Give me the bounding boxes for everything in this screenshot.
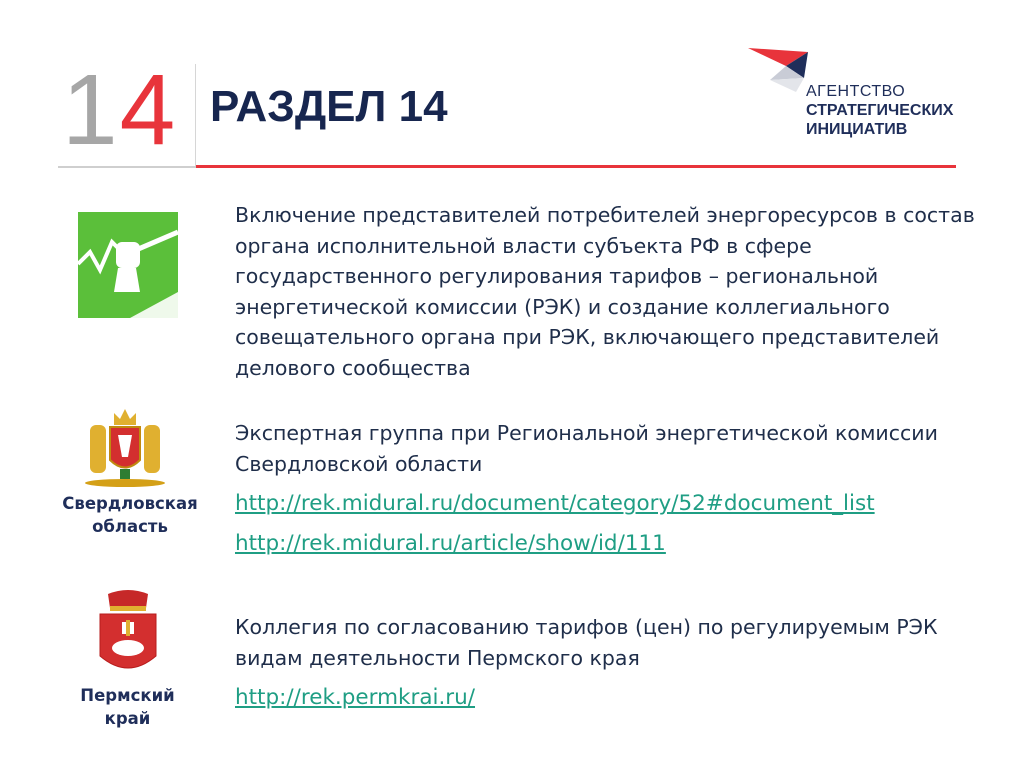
logo-line-1: АГЕНТСТВО	[806, 83, 906, 100]
section-2-text: Экспертная группа при Региональной энергетической комиссии Свердловской области	[235, 421, 938, 476]
sverdlovsk-link-1[interactable]: http://rek.midural.ru/document/category/52#document_list	[235, 491, 875, 516]
section-number-digit-1: 1	[62, 54, 120, 166]
region-perm-line-2: край	[104, 709, 151, 728]
section-3-text: Коллегия по согласованию тарифов (цен) по регулируемым РЭК видам деятельности Пермского края	[235, 615, 938, 670]
section-number	[62, 55, 177, 165]
header-underline-red	[196, 165, 956, 168]
perm-coat-of-arms-icon	[96, 590, 160, 676]
section-1-text: Включение представителей потребителей энергоресурсов в состав органа исполнительной власти субъекта РФ в сфере государственного регулирования тарифов – региональной энергетической комиссии (РЭК) и создание коллегиального совещательного органа при РЭК, включающего представителей делового сообщества	[235, 203, 975, 380]
header-divider	[195, 64, 196, 166]
region-sverdlovsk-line-1: Свердловская	[62, 494, 198, 513]
region-perm-line-1: Пермский	[80, 686, 175, 705]
sverdlovsk-coat-of-arms-icon	[80, 405, 170, 487]
fist-graph-icon	[78, 212, 178, 318]
perm-link-1[interactable]: http://rek.permkrai.ru/	[235, 685, 476, 710]
page-title: РАЗДЕЛ 14	[210, 82, 448, 131]
region-sverdlovsk-line-2: область	[92, 517, 168, 536]
region-perm-label	[55, 684, 200, 730]
sverdlovsk-link-2[interactable]: http://rek.midural.ru/article/show/id/111	[235, 531, 666, 556]
header-underline-gray	[58, 166, 196, 168]
logo-line-2: СТРАТЕГИЧЕСКИХ	[806, 102, 954, 119]
region-sverdlovsk-label	[45, 492, 215, 538]
logo-line-3: ИНИЦИАТИВ	[806, 121, 908, 138]
logo-text	[806, 82, 953, 139]
section-number-digit-2: 4	[119, 54, 178, 166]
